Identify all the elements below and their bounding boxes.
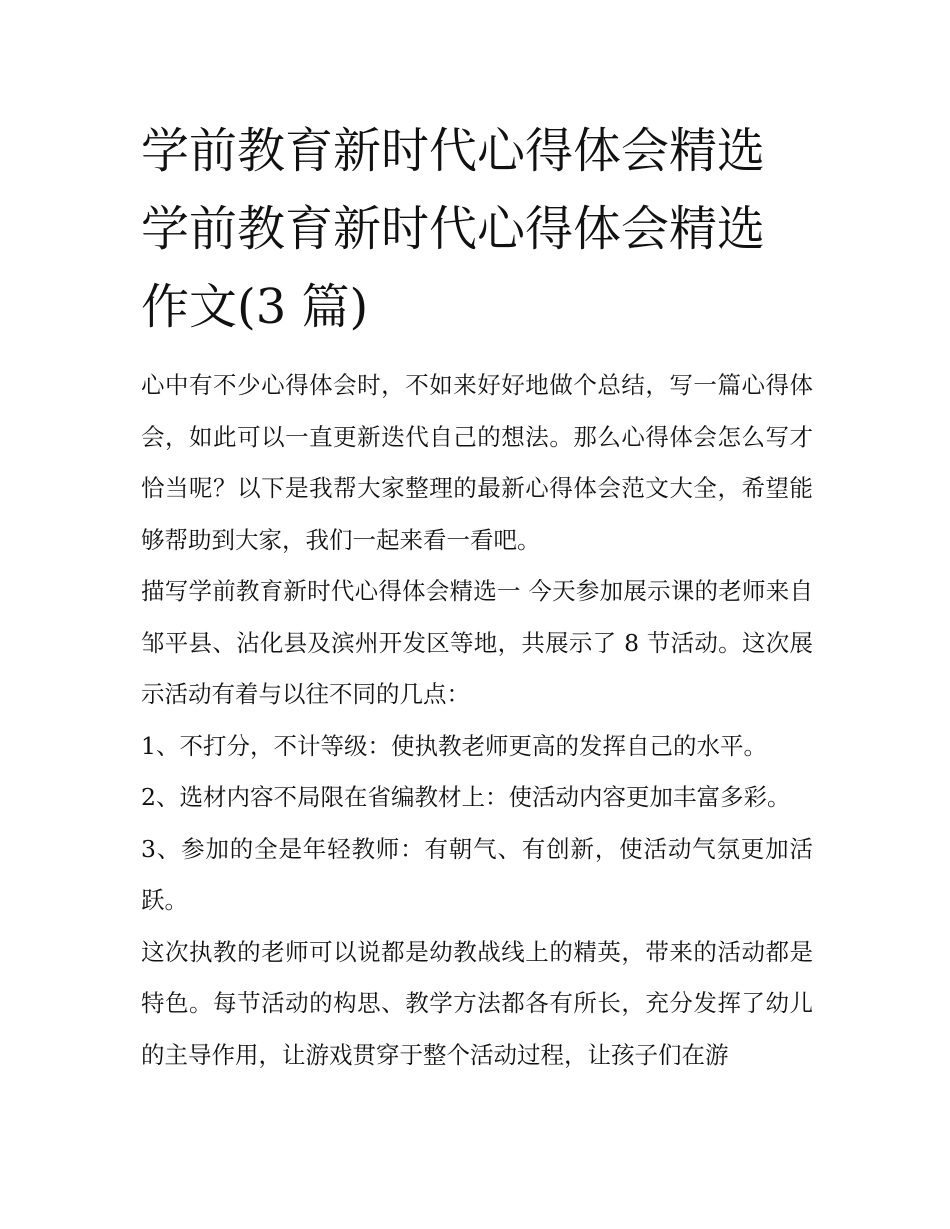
document-page xyxy=(141,112,813,1081)
essay-one-intro-paragraph: 描写学前教育新时代心得体会精选一 今天参加展示课的老师来自邹平县、沾化县及滨州开发区等地，共展示了 8 节活动。这次展示活动有着与以往不同的几点： xyxy=(141,577,813,708)
document-body xyxy=(141,360,813,1081)
body-paragraph: 这次执教的老师可以说都是幼教战线上的精英，带来的活动都是特色。每节活动的构思、教学方法都各有所长，充分发挥了幼儿的主导作用，让游戏贯穿于整个活动过程，让孩子们在游 xyxy=(141,937,813,1069)
title-line-1: 学前教育新时代心得体会精选 xyxy=(141,123,766,179)
list-item-2: 2、选材内容不局限在省编教材上：使活动内容更加丰富多彩。 xyxy=(141,783,791,811)
document-title xyxy=(141,112,813,346)
title-line-2: 学前教育新时代心得体会精选 xyxy=(141,201,766,257)
list-item-1: 1、不打分，不计等级：使执教老师更高的发挥自己的水平。 xyxy=(141,731,767,760)
list-item-3: 3、参加的全是年轻教师：有朝气、有创新，使活动气氛更加活跃。 xyxy=(141,834,813,914)
intro-paragraph: 心中有不少心得体会时，不如来好好地做个总结，写一篇心得体会，如此可以一直更新迭代自己的想法。那么心得体会怎么写才恰当呢？以下是我帮大家整理的最新心得体会范文大全，希望能够帮助到大家，我们一起来看一看吧。 xyxy=(141,371,813,554)
title-line-3: 作文(3 篇) xyxy=(141,279,369,335)
